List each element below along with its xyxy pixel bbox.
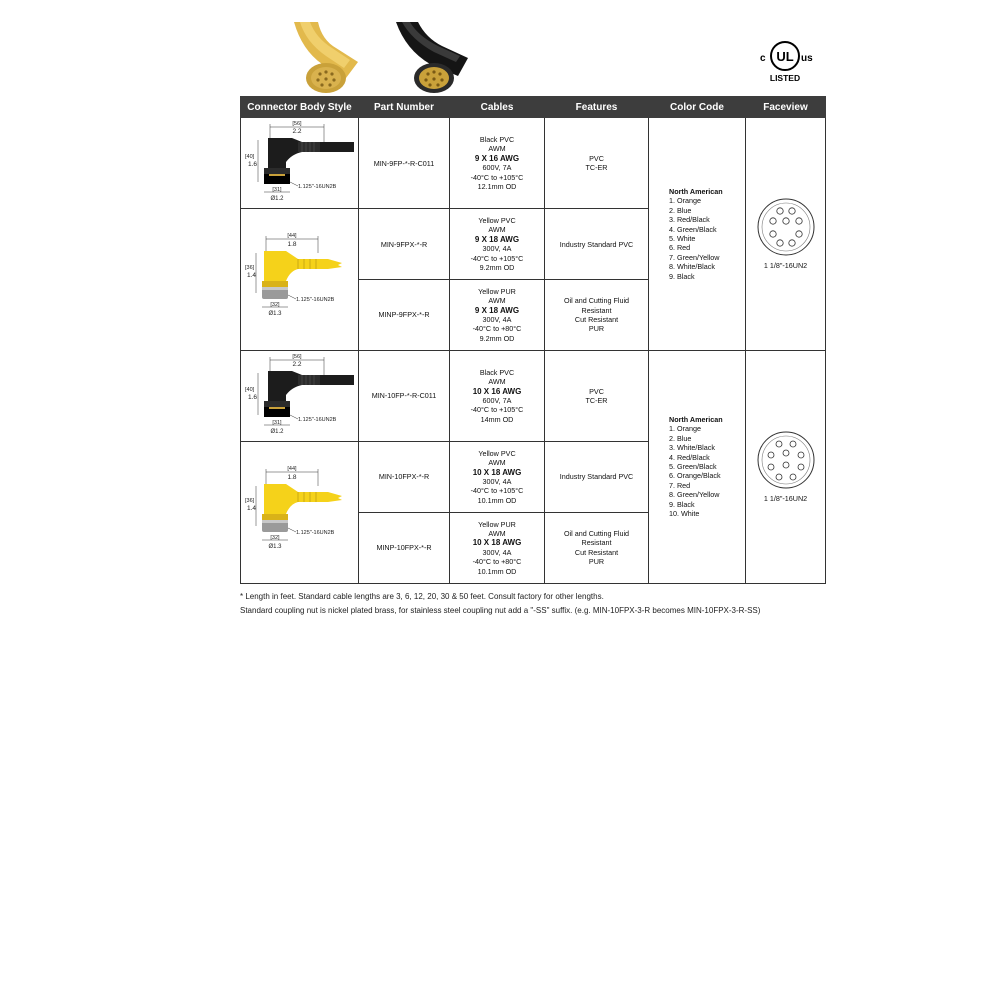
table-row: [241, 350, 826, 441]
cable-cell: [450, 512, 545, 583]
feature-line: PVC: [589, 386, 604, 396]
feature-line: PUR: [588, 557, 605, 567]
cable-rating: AWM: [488, 144, 506, 154]
cable-od: 10.1mm OD: [477, 495, 517, 505]
cable-temperature: -40°C to +105°C: [470, 486, 524, 496]
features-cell: [545, 350, 649, 441]
dim-bottom-mm: [32]: [269, 302, 280, 309]
dim-top-in: 2.2: [291, 360, 302, 368]
color-code-item: 1. Orange: [669, 196, 701, 206]
color-code-item: 10. White: [669, 509, 700, 519]
color-code-item: 3. Red/Black: [669, 215, 710, 225]
color-code-item: 1. Orange: [669, 424, 701, 434]
color-code-item: 3. White/Black: [669, 443, 715, 453]
cable-od: 10.1mm OD: [477, 566, 517, 576]
color-code-cell-10pin: [649, 350, 746, 583]
dim-side-in: 1.4: [246, 505, 256, 513]
dim-bottom-mm: [31]: [271, 419, 282, 426]
table-row: [241, 118, 826, 209]
cable-temperature: -40°C to +105°C: [470, 253, 524, 263]
faceview-thread-label: 1 1/8"-16UN2: [763, 261, 808, 271]
cable-od: 12.1mm OD: [477, 182, 517, 192]
dim-top-mm: [56]: [291, 353, 302, 360]
faceview-9pin-diagram: [756, 197, 816, 257]
footnote-cable-lengths: * Length in feet. Standard cable lengths are 3, 6, 12, 20, 30 & 50 feet. Consult factory for other lengths.: [240, 592, 604, 601]
dim-side-mm: [36]: [244, 498, 254, 505]
part-number-cell: MIN-9FPX-*-R: [359, 209, 450, 280]
spec-table: [240, 96, 826, 584]
faceview-cell-10pin: [746, 350, 826, 583]
dim-thread: 1.125"-16UN2B: [297, 416, 336, 423]
faceview-cell-9pin: [746, 118, 826, 351]
dim-top-mm: [56]: [291, 121, 302, 127]
features-cell: [545, 280, 649, 351]
feature-line: Cut Resistant: [574, 547, 619, 557]
cable-material: Yellow PVC: [478, 216, 516, 226]
color-code-item: 4. Red/Black: [669, 452, 710, 462]
header-row: [241, 97, 826, 118]
cable-temperature: -40°C to +105°C: [470, 405, 524, 415]
color-code-item: 6. Red: [669, 243, 691, 253]
body-style-cell: [241, 118, 359, 209]
dim-thread: 1.125"-16UN2B: [295, 530, 334, 537]
cable-awg: 9 X 16 AWG: [474, 153, 520, 163]
dim-top-in: 1.8: [286, 474, 297, 482]
footnote-coupling-nut: Standard coupling nut is nickel plated brass, for stainless steel coupling nut add a "-SS" suffix. (e.g. MIN-10FPX-3-R becomes MIN-10FPX-3-R-SS): [240, 605, 761, 615]
cable-awg: 9 X 18 AWG: [474, 305, 520, 315]
feature-line: Resistant: [581, 538, 612, 548]
dim-side-in: 1.4: [246, 272, 256, 280]
ul-text: UL: [776, 49, 794, 64]
feature-line: TC-ER: [585, 163, 608, 173]
cable-material: Yellow PUR: [478, 286, 516, 296]
color-code-title: North American: [669, 414, 723, 424]
col-header-part-number: Part Number: [359, 97, 450, 118]
cable-awg: 10 X 18 AWG: [472, 538, 522, 548]
yellow-connector-drawing: [242, 209, 358, 347]
dim-side-in: 1.6: [247, 393, 257, 401]
cable-od: 9.2mm OD: [479, 333, 515, 343]
color-code-item: 7. Green/Yellow: [669, 252, 720, 262]
feature-line: Oil and Cutting Fluid: [563, 528, 630, 538]
cable-material: Black PVC: [479, 134, 515, 144]
dim-bottom-in: Ø1.3: [267, 544, 282, 551]
dim-bottom-mm: [32]: [269, 535, 280, 542]
feature-line: TC-ER: [585, 396, 608, 406]
color-code-item: 8. Green/Yellow: [669, 490, 720, 500]
cable-rating: AWM: [488, 528, 506, 538]
features-cell: [545, 442, 649, 513]
cable-voltage: 600V, 7A: [482, 163, 512, 173]
features-cell: [545, 209, 649, 280]
cable-temperature: -40°C to +105°C: [470, 172, 524, 182]
cable-voltage: 300V, 4A: [482, 477, 512, 487]
features-cell: [545, 118, 649, 209]
cable-material: Black PVC: [479, 367, 515, 377]
cable-temperature: -40°C to +80°C: [472, 324, 522, 334]
color-code-item: 6. Orange/Black: [669, 471, 721, 481]
yellow-connector-photo: [288, 22, 378, 94]
col-header-body-style: Connector Body Style: [241, 97, 359, 118]
body-style-cell: [241, 209, 359, 350]
ul-us-text: us: [801, 53, 813, 64]
dim-top-in: 2.2: [291, 128, 302, 135]
color-code-item: 8. White/Black: [669, 262, 715, 272]
cable-temperature: -40°C to +80°C: [472, 557, 522, 567]
color-code-item: 2. Blue: [669, 433, 692, 443]
black-connector-photo: [396, 22, 486, 94]
faceview-thread-label: 1 1/8"-16UN2: [763, 494, 808, 504]
dim-thread: 1.125"-16UN2B: [297, 184, 336, 190]
color-code-item: 4. Green/Black: [669, 224, 717, 234]
feature-line: Cut Resistant: [574, 314, 619, 324]
col-header-faceview: Faceview: [746, 97, 826, 118]
part-number-cell: MIN-10FPX-*-R: [359, 442, 450, 513]
cable-cell: [450, 442, 545, 513]
body-style-cell: [241, 350, 359, 441]
dim-top-mm: [44]: [286, 466, 297, 473]
cable-rating: AWM: [488, 377, 506, 387]
faceview-10pin-diagram: [756, 430, 816, 490]
body-style-cell: [241, 442, 359, 583]
cable-voltage: 300V, 4A: [482, 314, 512, 324]
color-code-item: 5. White: [669, 233, 696, 243]
part-number-cell: MINP-9FPX-*-R: [359, 280, 450, 351]
color-code-item: 9. Black: [669, 271, 695, 281]
dim-top-in: 1.8: [286, 241, 297, 249]
cable-voltage: 300V, 4A: [482, 244, 512, 254]
black-connector-drawing: [242, 351, 358, 439]
dim-bottom-mm: [31]: [271, 187, 282, 193]
features-cell: [545, 512, 649, 583]
col-header-features: Features: [545, 97, 649, 118]
dim-bottom-in: Ø1.2: [269, 196, 284, 202]
feature-line: PUR: [588, 324, 605, 334]
cable-rating: AWM: [488, 296, 506, 306]
black-connector-drawing: [242, 118, 358, 206]
dim-bottom-in: Ø1.3: [267, 311, 282, 318]
cable-material: Yellow PVC: [478, 448, 516, 458]
part-number-cell: MIN-10FP-*-R-C011: [359, 350, 450, 441]
cable-voltage: 600V, 7A: [482, 396, 512, 406]
dim-side-mm: [40]: [244, 386, 254, 393]
feature-line: Industry Standard PVC: [559, 239, 634, 249]
dim-bottom-in: Ø1.2: [269, 428, 284, 435]
cable-cell: [450, 118, 545, 209]
ul-listed-logo: [754, 38, 816, 84]
color-code-item: 2. Blue: [669, 205, 692, 215]
cable-rating: AWM: [488, 458, 506, 468]
color-code-item: 5. Green/Black: [669, 462, 717, 472]
cable-material: Yellow PUR: [478, 519, 516, 529]
color-code-title: North American: [669, 186, 723, 196]
cable-cell: [450, 280, 545, 351]
ul-listed-text: LISTED: [769, 73, 801, 83]
color-code-item: 9. Black: [669, 499, 695, 509]
cable-awg: 10 X 18 AWG: [472, 467, 522, 477]
part-number-cell: MIN-9FP-*-R-C011: [359, 118, 450, 209]
cable-cell: [450, 350, 545, 441]
feature-line: Resistant: [581, 305, 612, 315]
ul-c-text: c: [760, 53, 766, 64]
cable-od: 14mm OD: [480, 414, 514, 424]
cable-awg: 9 X 18 AWG: [474, 234, 520, 244]
feature-line: PVC: [589, 153, 604, 163]
footnotes: [240, 590, 840, 617]
col-header-cables: Cables: [450, 97, 545, 118]
cable-rating: AWM: [488, 225, 506, 235]
dim-side-in: 1.6: [247, 161, 257, 168]
dim-thread: 1.125"-16UN2B: [295, 297, 334, 304]
part-number-cell: MINP-10FPX-*-R: [359, 512, 450, 583]
color-code-item: 7. Red: [669, 480, 691, 490]
feature-line: Oil and Cutting Fluid: [563, 296, 630, 306]
cable-od: 9.2mm OD: [479, 263, 515, 273]
yellow-connector-drawing: [242, 442, 358, 580]
dim-side-mm: [36]: [244, 265, 254, 272]
cable-voltage: 300V, 4A: [482, 547, 512, 557]
dim-side-mm: [40]: [244, 154, 254, 160]
col-header-color-code: Color Code: [649, 97, 746, 118]
cable-awg: 10 X 16 AWG: [472, 386, 522, 396]
dim-top-mm: [44]: [286, 233, 297, 240]
cable-cell: [450, 209, 545, 280]
feature-line: Industry Standard PVC: [559, 472, 634, 482]
color-code-cell-9pin: [649, 118, 746, 351]
